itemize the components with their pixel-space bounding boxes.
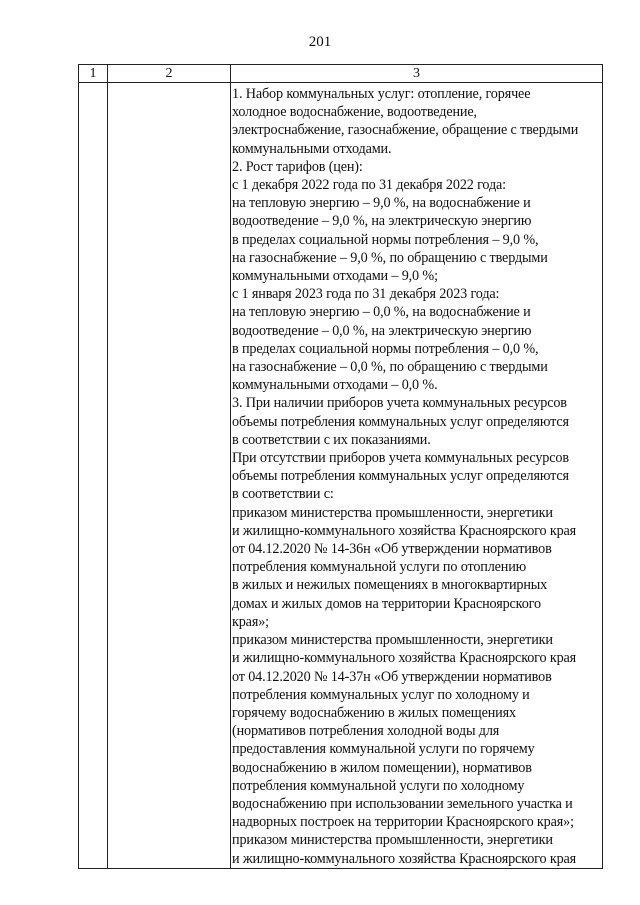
text-line: в соответствии с их показаниями. (232, 431, 431, 448)
table-header-row (79, 65, 603, 83)
body-col-3 (231, 83, 603, 869)
text-line: потребления коммунальной услуги по отоплению (232, 559, 527, 576)
text-line: и жилищно-коммунального хозяйства Красноярского края (232, 850, 577, 867)
text-line: в жилых и нежилых помещениях в многоквартирных (232, 577, 548, 594)
text-line: холодное водоснабжение, водоотведение, (232, 104, 477, 121)
text-line: (нормативов потребления холодной воды для (232, 723, 500, 740)
text-line: с 1 декабря 2022 года по 31 декабря 2022 года: (232, 177, 506, 194)
text-line: горячему водоснабжению в жилых помещениях (232, 704, 516, 721)
text-line: коммунальными отходами. (232, 140, 392, 157)
text-line: электроснабжение, газоснабжение, обращение с твердыми (232, 122, 579, 139)
text-line: потребления коммунальной услуги по холодному (232, 777, 525, 794)
text-line: объемы потребления коммунальных услуг определяются (232, 413, 569, 430)
text-line: водоснабжению при использовании земельного участка и (232, 795, 573, 812)
text-line: потребления коммунальных услуг по холодному и (232, 686, 530, 703)
text-line: надворных построек на территории Красноярского края»; (232, 814, 574, 831)
document-table (78, 64, 603, 869)
body-col-2 (108, 83, 231, 869)
text-line: приказом министерства промышленности, энергетики (232, 832, 553, 849)
text-line: от 04.12.2020 № 14-36н «Об утверждении нормативов (232, 541, 552, 558)
text-line: При отсутствии приборов учета коммунальных ресурсов (232, 450, 569, 467)
body-col-1 (79, 83, 108, 869)
text-line: домах и жилых домов на территории Красноярского (232, 595, 541, 612)
text-line: от 04.12.2020 № 14-37н «Об утверждении нормативов (232, 668, 552, 685)
text-line: коммунальными отходами – 9,0 %; (232, 268, 438, 285)
text-line: на тепловую энергию – 0,0 %, на водоснабжение и (232, 304, 531, 321)
text-line: 2. Рост тарифов (цен): (232, 158, 363, 175)
text-line: с 1 января 2023 года по 31 декабря 2023 года: (232, 286, 500, 303)
text-line: водоснабжению в жилом помещении), нормативов (232, 759, 532, 776)
header-col-3: 3 (231, 65, 603, 83)
text-line: приказом министерства промышленности, энергетики (232, 504, 553, 521)
page-number: 201 (308, 34, 332, 50)
text-line: на газоснабжение – 9,0 %, по обращению с твердыми (232, 249, 548, 266)
text-line: края»; (232, 613, 269, 630)
text-line: и жилищно-коммунального хозяйства Красноярского края (232, 522, 577, 539)
text-line: в пределах социальной нормы потребления – 9,0 %, (232, 231, 539, 248)
text-line: 1. Набор коммунальных услуг: отопление, горячее (232, 86, 531, 102)
text-line: и жилищно-коммунального хозяйства Красноярского края (232, 650, 577, 667)
text-line: приказом министерства промышленности, энергетики (232, 632, 553, 649)
text-line: водоотведение – 9,0 %, на электрическую энергию (232, 213, 532, 230)
header-col-2: 2 (108, 65, 231, 83)
text-line: на газоснабжение – 0,0 %, по обращению с твердыми (232, 359, 548, 376)
text-line: на тепловую энергию – 9,0 %, на водоснабжение и (232, 195, 531, 212)
text-line: водоотведение – 0,0 %, на электрическую энергию (232, 322, 532, 339)
column-3-text (231, 83, 602, 868)
header-col-1: 1 (79, 65, 108, 83)
table-body-row (79, 83, 603, 869)
text-line: 3. При наличии приборов учета коммунальных ресурсов (232, 395, 567, 412)
text-line: предоставления коммунальной услуги по горячему (232, 741, 535, 758)
text-line: коммунальными отходами – 0,0 %. (232, 377, 438, 394)
text-line: объемы потребления коммунальных услуг определяются (232, 468, 569, 485)
text-line: в пределах социальной нормы потребления – 0,0 %, (232, 340, 539, 357)
text-line: в соответствии с: (232, 486, 334, 503)
